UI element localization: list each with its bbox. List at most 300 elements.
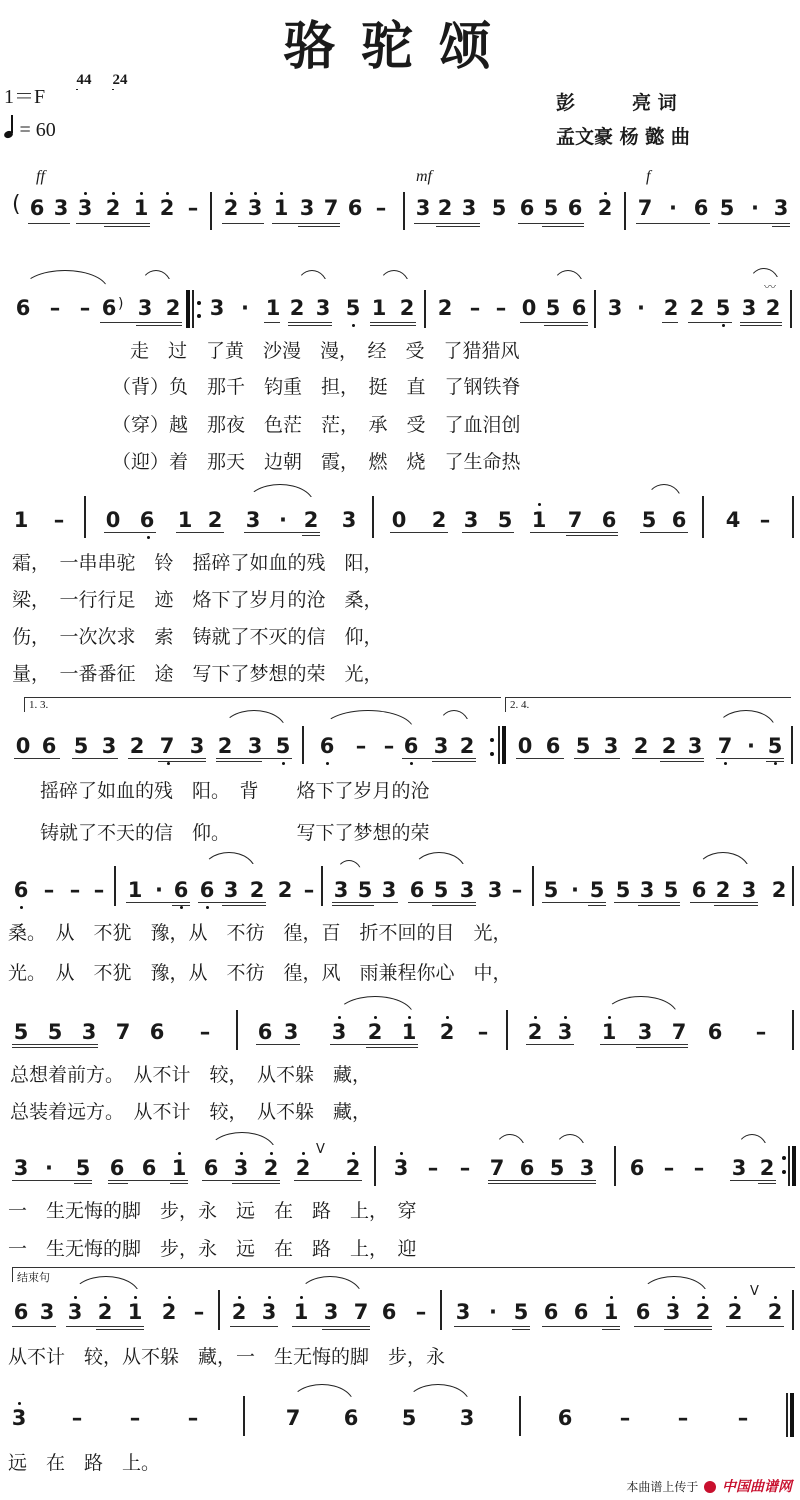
note: 2 <box>633 734 649 758</box>
beam-underline <box>176 532 224 533</box>
octave-dot <box>104 1296 107 1299</box>
slur <box>290 1384 354 1404</box>
note: 6 <box>15 296 31 320</box>
note: 2 <box>437 296 453 320</box>
slur <box>140 270 172 288</box>
note: 6 <box>381 1300 397 1324</box>
slur <box>378 270 410 288</box>
note: 6 <box>139 508 155 532</box>
note: 3 <box>247 734 263 758</box>
note: 1 <box>171 1156 187 1180</box>
note: – <box>469 296 481 320</box>
note: 5 <box>767 734 783 758</box>
slur <box>604 996 678 1016</box>
note: 3 <box>687 734 703 758</box>
beam-underline <box>28 223 70 224</box>
barline <box>594 290 596 328</box>
note: 6 <box>257 1020 273 1044</box>
beam-underline <box>390 532 448 533</box>
lyric-line-2: 总装着远方。 从不计 较， 从不躲 藏， <box>10 1101 372 1123</box>
barline <box>374 1146 376 1186</box>
note: 2 <box>367 1020 383 1044</box>
note: 3 <box>11 1406 27 1430</box>
beam-underline <box>758 1183 776 1184</box>
note: – <box>693 1156 705 1180</box>
barline <box>792 1010 794 1050</box>
note: – <box>187 1406 199 1430</box>
octave-dot <box>446 1016 449 1019</box>
beam-underline <box>172 905 190 906</box>
note: 3 <box>433 734 449 758</box>
beam-underline <box>370 322 416 323</box>
note: 5 <box>715 296 731 320</box>
note: – <box>199 1020 211 1044</box>
note: 5 <box>73 734 89 758</box>
note: 5 <box>545 296 561 320</box>
note: 3 <box>665 1300 681 1324</box>
note: 7 <box>489 1156 505 1180</box>
slur <box>696 852 750 872</box>
note: · <box>747 734 755 758</box>
volta-1-3: 1. 3. <box>24 697 501 712</box>
note: – <box>759 508 771 532</box>
note: – <box>619 1406 631 1430</box>
octave-dot <box>564 1016 567 1019</box>
note: – <box>737 1406 749 1430</box>
beam-underline <box>14 758 60 759</box>
note: · <box>489 1300 497 1324</box>
note: 2 <box>689 296 705 320</box>
note: 6 <box>173 878 189 902</box>
beam-underline <box>726 1326 784 1327</box>
note: 2 <box>105 196 121 220</box>
beam-underline <box>202 1180 280 1181</box>
lyric-line-1: 摇碎了如血的残 阳。 背 烙下了岁月的沧 <box>40 780 430 802</box>
note: 6 <box>109 1156 125 1180</box>
dynamic-mf: mf <box>416 168 432 185</box>
slur <box>296 270 328 288</box>
note: 6 <box>691 878 707 902</box>
note: 5 <box>641 508 657 532</box>
octave-dot <box>538 503 541 506</box>
octave-dot <box>374 1016 377 1019</box>
beam-underline <box>664 1329 712 1330</box>
note: 6 <box>343 1406 359 1430</box>
slur <box>22 270 108 290</box>
mordent-icon: 〰 <box>764 280 777 294</box>
note: · <box>751 196 759 220</box>
beam-underline <box>332 902 398 903</box>
repeat-dot <box>490 752 494 756</box>
beam-underline <box>74 1183 92 1184</box>
time-signature-4-4: 4 4 <box>76 72 92 88</box>
note: 0 <box>391 508 407 532</box>
note: 3 <box>189 734 205 758</box>
note: – <box>79 296 91 320</box>
note: 7 <box>567 508 583 532</box>
note: 3 <box>603 734 619 758</box>
barline <box>440 1290 442 1330</box>
beam-underline <box>740 325 782 326</box>
site-logo-icon <box>704 1481 716 1493</box>
note: 5 <box>543 196 559 220</box>
beam-underline <box>66 1326 144 1327</box>
note: – <box>677 1406 689 1430</box>
note: 1 <box>531 508 547 532</box>
octave-dot <box>722 324 725 327</box>
beam-underline <box>716 758 784 759</box>
note: 5 <box>401 1406 417 1430</box>
note: 2 <box>345 1156 361 1180</box>
beam-underline <box>614 902 680 903</box>
note: 2 <box>159 196 175 220</box>
repeat-dot <box>197 301 201 305</box>
note: 5 <box>275 734 291 758</box>
note: 4 <box>725 508 741 532</box>
note: 0 <box>105 508 121 532</box>
breath-mark-icon: V <box>750 1284 759 1299</box>
note: 1 <box>127 878 143 902</box>
beam-underline <box>574 758 620 759</box>
barline <box>792 1290 794 1330</box>
lyric-line-1: 一 生无悔的脚 步，永 远 在 路 上， 穿 <box>8 1200 417 1222</box>
note: 6 <box>519 196 535 220</box>
barline <box>76 89 78 90</box>
lyric-verse-1: 走 过 了黄 沙漫 漫， 经 受 了猎猎风 <box>130 340 520 362</box>
note: 2 <box>161 1300 177 1324</box>
note: 6 <box>707 1020 723 1044</box>
octave-dot <box>20 906 23 909</box>
note: – <box>93 878 105 902</box>
note: 2 <box>661 734 677 758</box>
beam-underline <box>462 532 514 533</box>
beam-underline <box>136 325 182 326</box>
note: 3 <box>557 1020 573 1044</box>
note: 6 <box>629 1156 645 1180</box>
note: 5 <box>549 1156 565 1180</box>
slur <box>438 710 470 728</box>
beam-underline <box>402 758 476 759</box>
note: 6 <box>29 196 45 220</box>
note: 3 <box>455 1300 471 1324</box>
beam-underline <box>432 761 476 762</box>
octave-dot <box>326 762 329 765</box>
note: 1 <box>371 296 387 320</box>
lyric-line-2: 铸就了不天的信 仰。 写下了梦想的荣 <box>40 822 430 844</box>
note: 3 <box>323 1300 339 1324</box>
beam-underline <box>302 535 320 536</box>
dynamic-ff: ff <box>36 168 45 185</box>
note: 6 <box>601 508 617 532</box>
composer-credit: 孟文豪 杨 懿 曲 <box>556 126 690 148</box>
octave-dot <box>140 192 143 195</box>
note: 6 <box>203 1156 219 1180</box>
slur <box>494 1134 526 1152</box>
barline <box>792 866 794 906</box>
note: 7 <box>159 734 175 758</box>
slur <box>222 710 286 730</box>
barline <box>236 1010 238 1050</box>
beam-underline <box>108 1183 128 1184</box>
beam-underline <box>432 905 476 906</box>
slur <box>336 860 362 874</box>
note: 3 <box>13 1156 29 1180</box>
beam-underline <box>298 226 340 227</box>
beam-underline <box>454 1326 530 1327</box>
note: 5 <box>47 1020 63 1044</box>
note: 2 <box>207 508 223 532</box>
beam-underline <box>288 322 332 323</box>
note: 3 <box>67 1300 83 1324</box>
note: – <box>459 1156 471 1180</box>
repeat-dot <box>490 738 494 742</box>
beam-underline <box>512 1329 530 1330</box>
repeat-dot <box>782 1170 786 1174</box>
note: 1 <box>401 1020 417 1044</box>
note: 6 <box>13 1300 29 1324</box>
barline <box>791 726 793 764</box>
beam-underline <box>636 223 710 224</box>
lyric-line-1: 远 在 路 上。 <box>8 1452 161 1474</box>
beam-underline <box>566 535 618 536</box>
beam-underline <box>222 223 264 224</box>
note: 2 <box>727 1300 743 1324</box>
note: 3 <box>459 878 475 902</box>
note: 3 <box>333 878 349 902</box>
beam-underline <box>488 1180 596 1181</box>
barline <box>403 192 405 230</box>
note: 6 <box>557 1406 573 1430</box>
slur <box>646 484 682 502</box>
slur <box>554 1134 586 1152</box>
note: 6 <box>101 296 117 320</box>
octave-dot <box>410 762 413 765</box>
note: 6 <box>319 734 335 758</box>
barline <box>210 192 212 230</box>
octave-dot <box>270 1152 273 1155</box>
note: – <box>511 878 523 902</box>
note: 1 <box>601 1020 617 1044</box>
note: 0 <box>517 734 533 758</box>
lyricist-credit: 彭 亮 词 <box>556 92 677 114</box>
note: · <box>669 196 677 220</box>
note: 5 <box>75 1156 91 1180</box>
note: 2 <box>759 1156 775 1180</box>
lyric-verse-3: 伤， 一次次求 索 铸就了不灭的信 仰， <box>12 626 383 648</box>
octave-dot <box>302 1152 305 1155</box>
note: 6 <box>671 508 687 532</box>
octave-dot <box>300 1296 303 1299</box>
note: 5 <box>663 878 679 902</box>
octave-dot <box>268 1296 271 1299</box>
beam-underline <box>104 532 156 533</box>
note: 3 <box>233 1156 249 1180</box>
beam-underline <box>198 902 266 903</box>
note: 3 <box>415 196 431 220</box>
note: – <box>43 878 55 902</box>
beam-underline <box>216 761 262 762</box>
beam-underline <box>634 1326 712 1327</box>
note: 3 <box>39 1300 55 1324</box>
barline <box>702 496 704 538</box>
beam-underline <box>718 223 790 224</box>
note: 5 <box>543 878 559 902</box>
beam-underline <box>126 902 190 903</box>
beam-underline <box>222 905 266 906</box>
note: – <box>71 1406 83 1430</box>
note: · <box>637 296 645 320</box>
lyric-line-1: 总想着前方。 从不计 较， 从不躲 藏， <box>10 1064 372 1086</box>
note: 2 <box>459 734 475 758</box>
note: 2 <box>439 1020 455 1044</box>
note: – <box>49 296 61 320</box>
beam-underline <box>740 322 782 323</box>
beam-underline <box>158 761 206 762</box>
note: 2 <box>715 878 731 902</box>
lyric-line-2: 一 生无悔的脚 步，永 远 在 路 上， 迎 <box>8 1238 417 1260</box>
note: 7 <box>717 734 733 758</box>
lyric-line-1: 从不计 较，从不躲 藏，一 生无悔的脚 步，永 <box>8 1346 446 1368</box>
note: – <box>53 508 65 532</box>
note: 3 <box>209 296 225 320</box>
barline <box>792 496 794 538</box>
barline <box>192 290 194 328</box>
slur <box>336 996 414 1016</box>
octave-dot <box>254 192 257 195</box>
note: – <box>193 1300 205 1324</box>
beam-underline <box>12 1326 56 1327</box>
note: 1 <box>133 196 149 220</box>
note: 2 <box>223 196 239 220</box>
note: 6 <box>573 1300 589 1324</box>
slur <box>246 484 314 504</box>
beam-underline <box>602 1329 620 1330</box>
note: 3 <box>637 1020 653 1044</box>
beam-underline <box>216 758 292 759</box>
octave-dot <box>702 1296 705 1299</box>
note: 3 <box>53 196 69 220</box>
slur <box>322 710 414 730</box>
barline <box>788 1146 790 1186</box>
note: 3 <box>459 1406 475 1430</box>
note: 1 <box>603 1300 619 1324</box>
note: 5 <box>497 508 513 532</box>
lyric-verse-2: （背）负 那千 钧重 担， 挺 直 了钢铁脊 <box>112 376 521 398</box>
note: 1 <box>273 196 289 220</box>
beam-underline <box>12 1047 98 1048</box>
note: 6 <box>567 196 583 220</box>
note: · <box>279 508 287 532</box>
beam-underline <box>100 322 182 323</box>
note: 2 <box>97 1300 113 1324</box>
beam-underline <box>526 1044 574 1045</box>
slur <box>412 852 466 872</box>
note: 2 <box>249 878 265 902</box>
beam-underline <box>76 223 150 224</box>
octave-dot <box>240 1152 243 1155</box>
note: 6 <box>13 878 29 902</box>
barline <box>502 726 506 764</box>
barline <box>243 1396 245 1436</box>
barline <box>218 1290 220 1330</box>
note: 1 <box>265 296 281 320</box>
note: 7 <box>115 1020 131 1044</box>
lyric-verse-2: 梁， 一行行足 迹 烙下了岁月的沧 桑， <box>12 589 383 611</box>
note: 6 <box>519 1156 535 1180</box>
beam-underline <box>272 223 340 224</box>
beam-underline <box>332 905 374 906</box>
barline <box>112 89 114 90</box>
beam-underline <box>518 223 584 224</box>
note: – <box>303 878 315 902</box>
beam-underline <box>544 325 588 326</box>
note: 1 <box>177 508 193 532</box>
beam-underline <box>292 1326 370 1327</box>
barline <box>790 1393 794 1437</box>
note: 5 <box>589 878 605 902</box>
octave-dot <box>280 192 283 195</box>
beam-underline <box>294 1180 362 1181</box>
beam-underline <box>588 905 606 906</box>
note: 5 <box>13 1020 29 1044</box>
octave-dot <box>282 762 285 765</box>
beam-underline <box>632 758 704 759</box>
octave-dot <box>180 906 183 909</box>
note: – <box>415 1300 427 1324</box>
octave-dot <box>238 1296 241 1299</box>
octave-dot <box>408 1016 411 1019</box>
barline <box>624 192 626 230</box>
beam-underline <box>230 1326 278 1327</box>
barline <box>532 866 534 906</box>
beam-underline <box>660 761 704 762</box>
beam-underline <box>516 758 564 759</box>
note: 7 <box>637 196 653 220</box>
note: 2 <box>765 296 781 320</box>
octave-dot <box>734 1296 737 1299</box>
octave-dot <box>178 1152 181 1155</box>
note: 6 <box>199 878 215 902</box>
beam-underline <box>688 322 732 323</box>
note: – <box>187 196 199 220</box>
note: 3 <box>579 1156 595 1180</box>
note: 2 <box>231 1300 247 1324</box>
beam-underline <box>636 1047 688 1048</box>
note: 3 <box>247 196 263 220</box>
barline <box>424 290 426 328</box>
note: 3 <box>393 1156 409 1180</box>
repeat-dot <box>197 314 201 318</box>
source-watermark: 本曲谱上传于 中国曲谱网 <box>626 1479 792 1495</box>
note: · <box>45 1156 53 1180</box>
beam-underline <box>662 322 678 323</box>
beam-underline <box>72 758 118 759</box>
barline <box>186 290 190 328</box>
note: 6 <box>693 196 709 220</box>
note: 3 <box>81 1020 97 1044</box>
note: 3 <box>77 196 93 220</box>
note: – <box>427 1156 439 1180</box>
slur <box>552 270 584 288</box>
beam-underline <box>104 226 150 227</box>
note: 2 <box>767 1300 783 1324</box>
beam-underline <box>322 1329 370 1330</box>
note: 2 <box>217 734 233 758</box>
beam-underline <box>730 1180 776 1181</box>
note: 3 <box>137 296 153 320</box>
beam-underline <box>542 902 606 903</box>
note: 2 <box>695 1300 711 1324</box>
